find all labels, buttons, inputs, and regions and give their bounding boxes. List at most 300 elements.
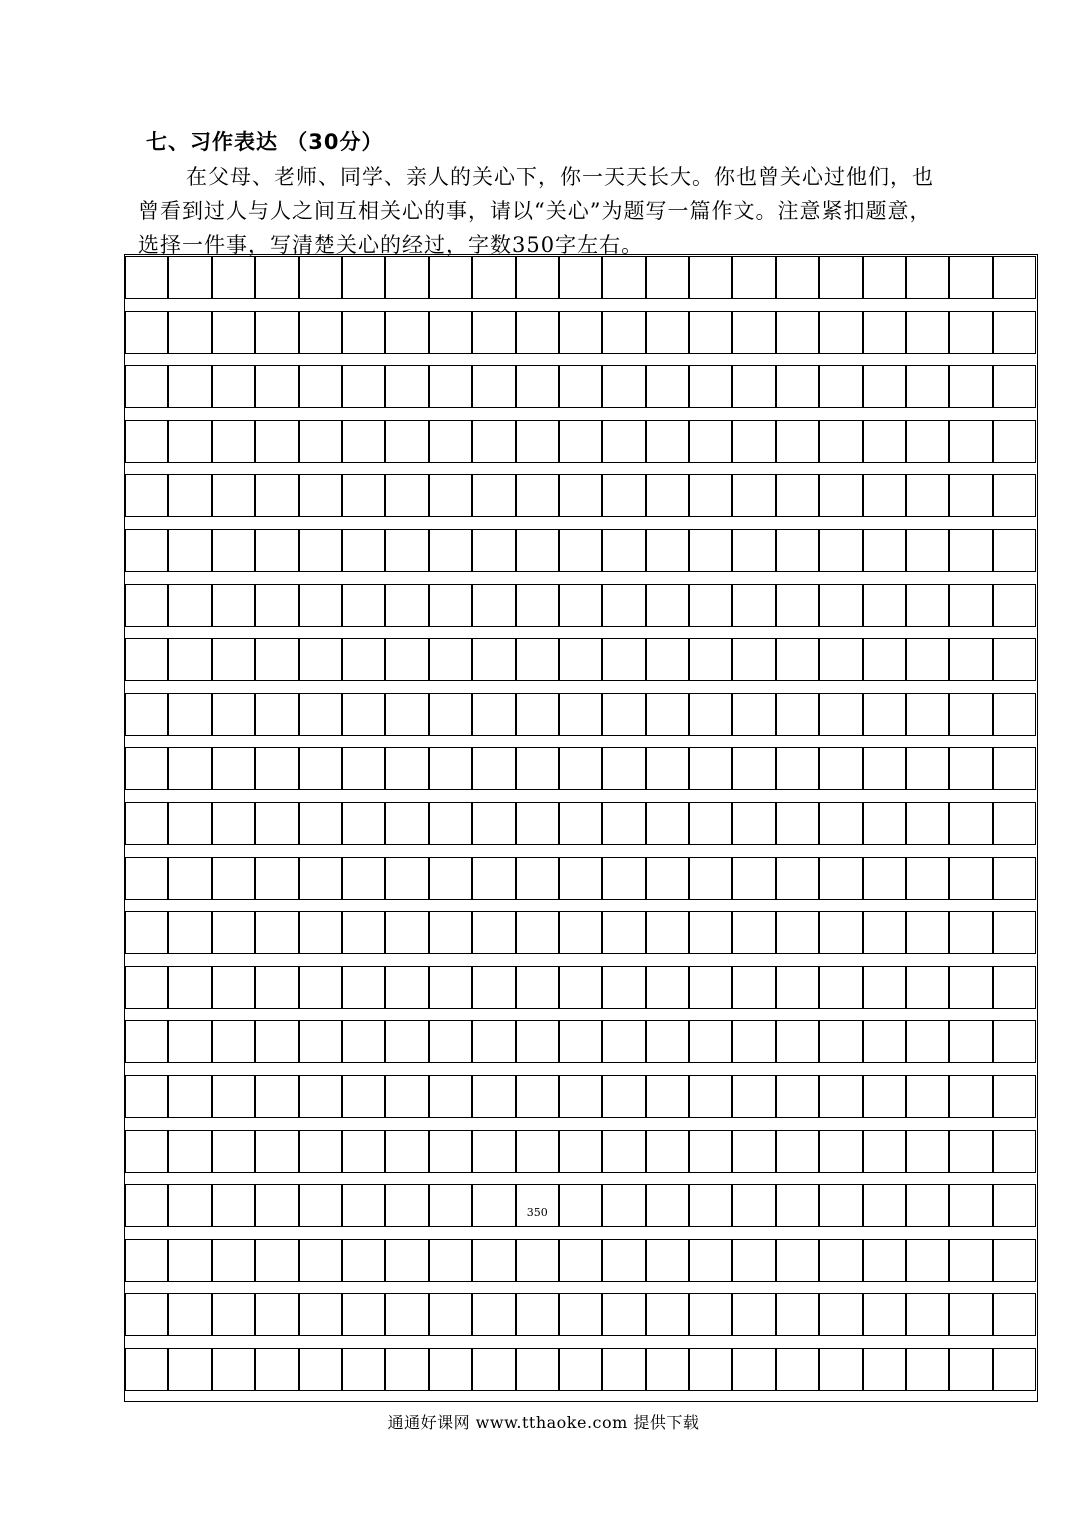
grid-cell[interactable] — [385, 1293, 428, 1336]
grid-cell[interactable] — [212, 365, 255, 408]
grid-cell[interactable] — [342, 1075, 385, 1118]
grid-cell[interactable] — [212, 1348, 255, 1391]
grid-cell[interactable] — [559, 529, 602, 572]
grid-cell[interactable] — [732, 256, 775, 299]
grid-cell[interactable] — [732, 966, 775, 1009]
grid-cell[interactable] — [168, 693, 211, 736]
grid-cell[interactable] — [689, 1293, 732, 1336]
grid-cell[interactable] — [168, 1130, 211, 1173]
grid-cell[interactable] — [255, 857, 298, 900]
grid-cell[interactable] — [255, 1020, 298, 1063]
grid-cell[interactable] — [255, 1130, 298, 1173]
grid-cell[interactable] — [993, 1130, 1036, 1173]
grid-cell[interactable] — [168, 256, 211, 299]
grid-cell[interactable] — [776, 1184, 819, 1227]
grid-cell[interactable] — [429, 420, 472, 463]
grid-cell[interactable] — [646, 1184, 689, 1227]
grid-cell[interactable] — [689, 802, 732, 845]
grid-cell[interactable] — [863, 1075, 906, 1118]
grid-cell[interactable] — [299, 966, 342, 1009]
grid-cell[interactable] — [516, 311, 559, 354]
grid-cell[interactable] — [342, 1130, 385, 1173]
grid-cell[interactable] — [646, 911, 689, 954]
grid-cell[interactable] — [906, 529, 949, 572]
grid-cell[interactable] — [602, 529, 645, 572]
grid-cell[interactable] — [429, 1184, 472, 1227]
grid-cell[interactable] — [429, 256, 472, 299]
grid-cell[interactable] — [906, 1184, 949, 1227]
grid-cell[interactable] — [125, 365, 168, 408]
grid-cell[interactable] — [732, 474, 775, 517]
grid-cell[interactable] — [646, 420, 689, 463]
grid-cell[interactable] — [906, 966, 949, 1009]
grid-cell[interactable] — [125, 256, 168, 299]
grid-cell[interactable] — [993, 1239, 1036, 1282]
grid-cell[interactable] — [776, 1130, 819, 1173]
grid-cell[interactable] — [776, 857, 819, 900]
grid-cell[interactable] — [385, 802, 428, 845]
grid-cell[interactable] — [299, 311, 342, 354]
grid-cell[interactable] — [385, 1184, 428, 1227]
grid-cell[interactable] — [906, 911, 949, 954]
grid-cell[interactable] — [516, 802, 559, 845]
grid-cell[interactable] — [516, 1293, 559, 1336]
grid-cell[interactable] — [342, 1020, 385, 1063]
grid-cell[interactable] — [516, 1348, 559, 1391]
grid-cell[interactable] — [212, 747, 255, 790]
grid-cell[interactable] — [863, 966, 906, 1009]
grid-cell[interactable] — [819, 1130, 862, 1173]
grid-cell[interactable] — [906, 1020, 949, 1063]
grid-cell[interactable] — [472, 911, 515, 954]
grid-cell[interactable] — [299, 638, 342, 681]
grid-cell[interactable] — [906, 638, 949, 681]
grid-cell[interactable] — [255, 420, 298, 463]
grid-cell[interactable] — [863, 256, 906, 299]
grid-cell[interactable] — [516, 529, 559, 572]
grid-cell[interactable] — [863, 911, 906, 954]
grid-cell[interactable] — [646, 474, 689, 517]
grid-cell[interactable] — [863, 584, 906, 627]
grid-cell[interactable] — [949, 857, 992, 900]
grid-cell[interactable] — [212, 966, 255, 1009]
grid-cell[interactable] — [125, 1239, 168, 1282]
grid-cell[interactable] — [819, 966, 862, 1009]
grid-cell[interactable] — [516, 584, 559, 627]
grid-cell[interactable] — [906, 256, 949, 299]
grid-cell[interactable] — [429, 584, 472, 627]
grid-cell[interactable] — [732, 365, 775, 408]
grid-cell[interactable] — [906, 693, 949, 736]
grid-cell[interactable] — [602, 857, 645, 900]
grid-cell[interactable] — [949, 966, 992, 1009]
grid-cell[interactable] — [342, 365, 385, 408]
grid-cell[interactable] — [255, 311, 298, 354]
grid-cell[interactable] — [559, 1184, 602, 1227]
grid-cell[interactable] — [949, 1184, 992, 1227]
grid-cell[interactable] — [472, 1293, 515, 1336]
grid-cell[interactable] — [993, 474, 1036, 517]
grid-cell[interactable] — [516, 1184, 559, 1227]
grid-cell[interactable] — [863, 529, 906, 572]
grid-cell[interactable] — [993, 529, 1036, 572]
grid-cell[interactable] — [385, 311, 428, 354]
grid-cell[interactable] — [429, 365, 472, 408]
grid-cell[interactable] — [819, 1348, 862, 1391]
grid-cell[interactable] — [299, 474, 342, 517]
grid-cell[interactable] — [429, 474, 472, 517]
grid-cell[interactable] — [819, 857, 862, 900]
grid-cell[interactable] — [776, 802, 819, 845]
grid-cell[interactable] — [776, 1239, 819, 1282]
grid-cell[interactable] — [516, 911, 559, 954]
grid-cell[interactable] — [125, 693, 168, 736]
grid-cell[interactable] — [732, 1075, 775, 1118]
grid-cell[interactable] — [906, 365, 949, 408]
grid-cell[interactable] — [385, 1130, 428, 1173]
grid-cell[interactable] — [949, 311, 992, 354]
grid-cell[interactable] — [472, 966, 515, 1009]
grid-cell[interactable] — [559, 638, 602, 681]
grid-cell[interactable] — [212, 311, 255, 354]
grid-cell[interactable] — [776, 1348, 819, 1391]
grid-cell[interactable] — [559, 966, 602, 1009]
grid-cell[interactable] — [646, 638, 689, 681]
grid-cell[interactable] — [602, 1130, 645, 1173]
grid-cell[interactable] — [472, 1184, 515, 1227]
grid-cell[interactable] — [602, 911, 645, 954]
grid-cell[interactable] — [168, 311, 211, 354]
grid-cell[interactable] — [646, 365, 689, 408]
grid-cell[interactable] — [429, 1239, 472, 1282]
grid-cell[interactable] — [602, 311, 645, 354]
grid-cell[interactable] — [602, 802, 645, 845]
grid-cell[interactable] — [949, 1348, 992, 1391]
grid-cell[interactable] — [255, 1348, 298, 1391]
grid-cell[interactable] — [949, 584, 992, 627]
grid-cell[interactable] — [993, 911, 1036, 954]
grid-cell[interactable] — [472, 638, 515, 681]
grid-cell[interactable] — [689, 1130, 732, 1173]
grid-cell[interactable] — [993, 1184, 1036, 1227]
grid-cell[interactable] — [255, 802, 298, 845]
grid-cell[interactable] — [299, 1293, 342, 1336]
grid-cell[interactable] — [863, 365, 906, 408]
grid-cell[interactable] — [168, 529, 211, 572]
grid-cell[interactable] — [299, 1130, 342, 1173]
grid-cell[interactable] — [559, 857, 602, 900]
grid-cell[interactable] — [819, 693, 862, 736]
grid-cell[interactable] — [732, 420, 775, 463]
grid-cell[interactable] — [819, 638, 862, 681]
grid-cell[interactable] — [559, 1293, 602, 1336]
grid-cell[interactable] — [472, 584, 515, 627]
grid-cell[interactable] — [125, 747, 168, 790]
grid-cell[interactable] — [385, 693, 428, 736]
grid-cell[interactable] — [342, 857, 385, 900]
grid-cell[interactable] — [472, 857, 515, 900]
grid-cell[interactable] — [516, 966, 559, 1009]
grid-cell[interactable] — [602, 1348, 645, 1391]
grid-cell[interactable] — [342, 802, 385, 845]
grid-cell[interactable] — [168, 1075, 211, 1118]
grid-cell[interactable] — [429, 529, 472, 572]
grid-cell[interactable] — [255, 1184, 298, 1227]
grid-cell[interactable] — [255, 474, 298, 517]
grid-cell[interactable] — [342, 584, 385, 627]
grid-cell[interactable] — [212, 474, 255, 517]
grid-cell[interactable] — [646, 1293, 689, 1336]
grid-cell[interactable] — [255, 1075, 298, 1118]
grid-cell[interactable] — [863, 857, 906, 900]
grid-cell[interactable] — [299, 1239, 342, 1282]
grid-cell[interactable] — [472, 1130, 515, 1173]
grid-cell[interactable] — [472, 1239, 515, 1282]
grid-cell[interactable] — [255, 1239, 298, 1282]
grid-cell[interactable] — [385, 1239, 428, 1282]
grid-cell[interactable] — [689, 857, 732, 900]
grid-cell[interactable] — [168, 1348, 211, 1391]
grid-cell[interactable] — [993, 584, 1036, 627]
grid-cell[interactable] — [516, 747, 559, 790]
grid-cell[interactable] — [385, 1075, 428, 1118]
grid-cell[interactable] — [559, 584, 602, 627]
grid-cell[interactable] — [429, 638, 472, 681]
grid-cell[interactable] — [732, 857, 775, 900]
grid-cell[interactable] — [168, 1020, 211, 1063]
grid-cell[interactable] — [863, 1293, 906, 1336]
grid-cell[interactable] — [559, 420, 602, 463]
grid-cell[interactable] — [863, 311, 906, 354]
grid-cell[interactable] — [732, 638, 775, 681]
grid-cell[interactable] — [255, 529, 298, 572]
grid-cell[interactable] — [949, 256, 992, 299]
grid-cell[interactable] — [472, 1020, 515, 1063]
grid-cell[interactable] — [993, 638, 1036, 681]
grid-cell[interactable] — [689, 1075, 732, 1118]
grid-cell[interactable] — [732, 311, 775, 354]
grid-cell[interactable] — [949, 747, 992, 790]
grid-cell[interactable] — [516, 1020, 559, 1063]
grid-cell[interactable] — [168, 420, 211, 463]
grid-cell[interactable] — [212, 857, 255, 900]
grid-cell[interactable] — [559, 747, 602, 790]
grid-cell[interactable] — [646, 584, 689, 627]
grid-cell[interactable] — [385, 474, 428, 517]
grid-cell[interactable] — [472, 529, 515, 572]
grid-cell[interactable] — [125, 529, 168, 572]
grid-cell[interactable] — [168, 857, 211, 900]
grid-cell[interactable] — [342, 1184, 385, 1227]
grid-cell[interactable] — [863, 1348, 906, 1391]
grid-cell[interactable] — [776, 311, 819, 354]
grid-cell[interactable] — [212, 529, 255, 572]
grid-cell[interactable] — [819, 911, 862, 954]
grid-cell[interactable] — [255, 638, 298, 681]
grid-cell[interactable] — [299, 365, 342, 408]
grid-cell[interactable] — [212, 1075, 255, 1118]
grid-cell[interactable] — [602, 256, 645, 299]
grid-cell[interactable] — [949, 1020, 992, 1063]
grid-cell[interactable] — [559, 911, 602, 954]
grid-cell[interactable] — [602, 638, 645, 681]
grid-cell[interactable] — [949, 802, 992, 845]
grid-cell[interactable] — [212, 1020, 255, 1063]
grid-cell[interactable] — [602, 474, 645, 517]
grid-cell[interactable] — [472, 256, 515, 299]
grid-cell[interactable] — [906, 857, 949, 900]
grid-cell[interactable] — [559, 1130, 602, 1173]
grid-cell[interactable] — [732, 1020, 775, 1063]
grid-cell[interactable] — [168, 584, 211, 627]
grid-cell[interactable] — [949, 911, 992, 954]
grid-cell[interactable] — [472, 311, 515, 354]
grid-cell[interactable] — [776, 693, 819, 736]
grid-cell[interactable] — [949, 1239, 992, 1282]
grid-cell[interactable] — [168, 365, 211, 408]
grid-cell[interactable] — [993, 857, 1036, 900]
grid-cell[interactable] — [602, 1075, 645, 1118]
grid-cell[interactable] — [993, 1348, 1036, 1391]
grid-cell[interactable] — [516, 256, 559, 299]
grid-cell[interactable] — [125, 802, 168, 845]
grid-cell[interactable] — [125, 1130, 168, 1173]
grid-cell[interactable] — [342, 529, 385, 572]
grid-cell[interactable] — [863, 1239, 906, 1282]
grid-cell[interactable] — [819, 256, 862, 299]
grid-cell[interactable] — [689, 584, 732, 627]
grid-cell[interactable] — [385, 857, 428, 900]
grid-cell[interactable] — [732, 1184, 775, 1227]
grid-cell[interactable] — [429, 966, 472, 1009]
grid-cell[interactable] — [863, 802, 906, 845]
grid-cell[interactable] — [385, 1348, 428, 1391]
grid-cell[interactable] — [776, 1293, 819, 1336]
grid-cell[interactable] — [863, 693, 906, 736]
grid-cell[interactable] — [299, 802, 342, 845]
grid-cell[interactable] — [559, 1239, 602, 1282]
grid-cell[interactable] — [385, 966, 428, 1009]
grid-cell[interactable] — [125, 1184, 168, 1227]
grid-cell[interactable] — [993, 365, 1036, 408]
grid-cell[interactable] — [689, 1348, 732, 1391]
grid-cell[interactable] — [516, 474, 559, 517]
grid-cell[interactable] — [993, 1293, 1036, 1336]
grid-cell[interactable] — [646, 747, 689, 790]
grid-cell[interactable] — [646, 966, 689, 1009]
grid-cell[interactable] — [689, 256, 732, 299]
grid-cell[interactable] — [993, 311, 1036, 354]
grid-cell[interactable] — [168, 474, 211, 517]
grid-cell[interactable] — [993, 256, 1036, 299]
grid-cell[interactable] — [863, 638, 906, 681]
grid-cell[interactable] — [906, 747, 949, 790]
grid-cell[interactable] — [906, 1130, 949, 1173]
grid-cell[interactable] — [732, 1348, 775, 1391]
grid-cell[interactable] — [819, 420, 862, 463]
grid-cell[interactable] — [776, 966, 819, 1009]
grid-cell[interactable] — [559, 474, 602, 517]
grid-cell[interactable] — [429, 1130, 472, 1173]
grid-cell[interactable] — [646, 256, 689, 299]
grid-cell[interactable] — [906, 1075, 949, 1118]
grid-cell[interactable] — [212, 420, 255, 463]
grid-cell[interactable] — [299, 747, 342, 790]
grid-cell[interactable] — [819, 802, 862, 845]
grid-cell[interactable] — [125, 311, 168, 354]
grid-cell[interactable] — [863, 747, 906, 790]
grid-cell[interactable] — [516, 693, 559, 736]
grid-cell[interactable] — [342, 420, 385, 463]
grid-cell[interactable] — [255, 911, 298, 954]
grid-cell[interactable] — [949, 420, 992, 463]
grid-cell[interactable] — [602, 1239, 645, 1282]
grid-cell[interactable] — [949, 693, 992, 736]
grid-cell[interactable] — [732, 1239, 775, 1282]
grid-cell[interactable] — [472, 420, 515, 463]
grid-cell[interactable] — [819, 311, 862, 354]
grid-cell[interactable] — [732, 693, 775, 736]
grid-cell[interactable] — [299, 420, 342, 463]
grid-cell[interactable] — [819, 747, 862, 790]
grid-cell[interactable] — [385, 911, 428, 954]
grid-cell[interactable] — [559, 311, 602, 354]
grid-cell[interactable] — [299, 529, 342, 572]
grid-cell[interactable] — [385, 584, 428, 627]
grid-cell[interactable] — [776, 638, 819, 681]
grid-cell[interactable] — [255, 693, 298, 736]
grid-cell[interactable] — [429, 693, 472, 736]
grid-cell[interactable] — [819, 584, 862, 627]
grid-cell[interactable] — [776, 365, 819, 408]
grid-cell[interactable] — [342, 256, 385, 299]
grid-cell[interactable] — [732, 802, 775, 845]
grid-cell[interactable] — [516, 1239, 559, 1282]
grid-cell[interactable] — [559, 802, 602, 845]
grid-cell[interactable] — [212, 256, 255, 299]
grid-cell[interactable] — [125, 1348, 168, 1391]
grid-cell[interactable] — [646, 1130, 689, 1173]
grid-cell[interactable] — [776, 911, 819, 954]
grid-cell[interactable] — [819, 1020, 862, 1063]
grid-cell[interactable] — [516, 857, 559, 900]
grid-cell[interactable] — [472, 1348, 515, 1391]
grid-cell[interactable] — [993, 966, 1036, 1009]
grid-cell[interactable] — [732, 529, 775, 572]
grid-cell[interactable] — [689, 311, 732, 354]
grid-cell[interactable] — [646, 311, 689, 354]
grid-cell[interactable] — [429, 1293, 472, 1336]
grid-cell[interactable] — [516, 365, 559, 408]
grid-cell[interactable] — [689, 1020, 732, 1063]
grid-cell[interactable] — [299, 584, 342, 627]
grid-cell[interactable] — [863, 1020, 906, 1063]
grid-cell[interactable] — [993, 693, 1036, 736]
grid-cell[interactable] — [212, 693, 255, 736]
grid-cell[interactable] — [299, 1348, 342, 1391]
grid-cell[interactable] — [125, 474, 168, 517]
grid-cell[interactable] — [602, 584, 645, 627]
grid-cell[interactable] — [776, 1020, 819, 1063]
grid-cell[interactable] — [646, 693, 689, 736]
grid-cell[interactable] — [342, 1239, 385, 1282]
grid-cell[interactable] — [993, 747, 1036, 790]
grid-cell[interactable] — [689, 474, 732, 517]
grid-cell[interactable] — [776, 584, 819, 627]
grid-cell[interactable] — [602, 693, 645, 736]
grid-cell[interactable] — [342, 693, 385, 736]
grid-cell[interactable] — [646, 1348, 689, 1391]
